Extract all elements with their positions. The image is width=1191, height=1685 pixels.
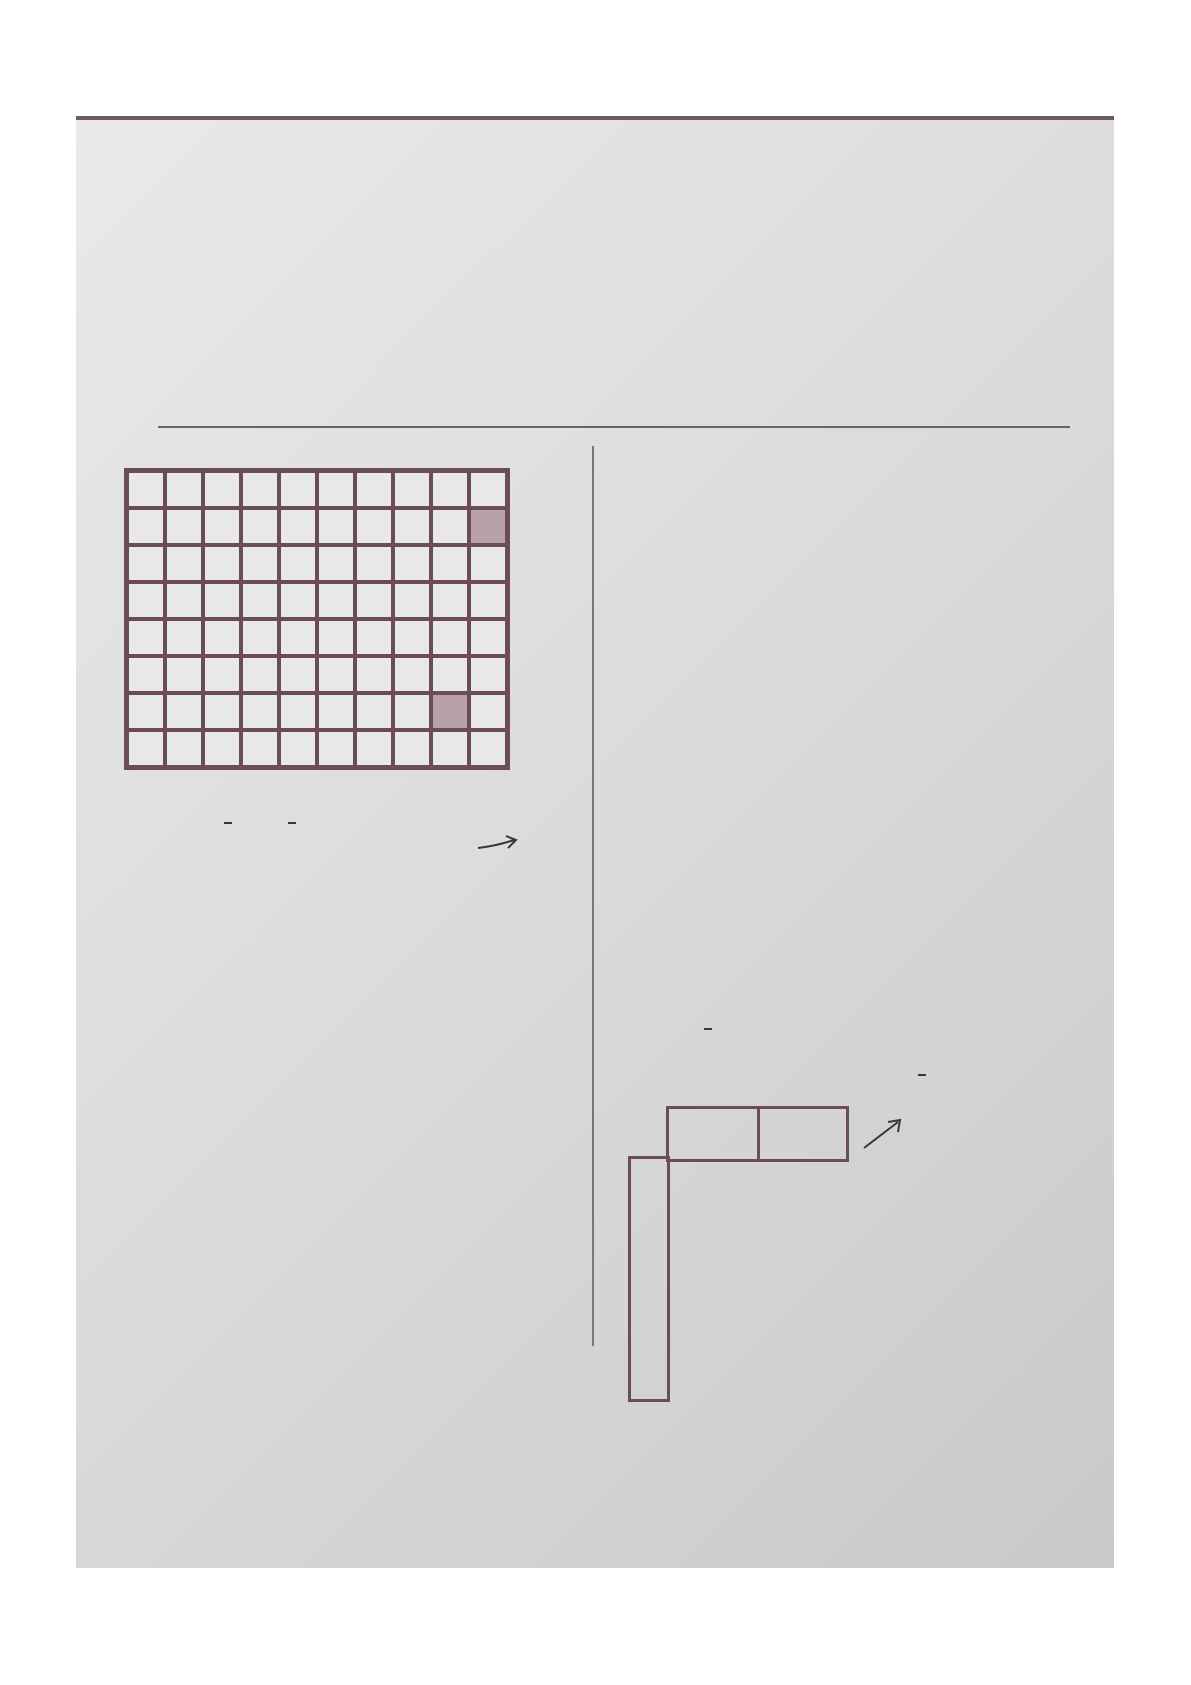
grid-cell [317,656,355,693]
grid-cell [165,582,203,619]
grid-cell [355,582,393,619]
grid-cell [127,508,165,545]
grid-cell [165,619,203,656]
formula-fraction [704,1028,712,1030]
grid-cell [355,471,393,508]
grid-cell [431,730,469,767]
grid-cell [317,693,355,730]
grid-cell [203,656,241,693]
grid-cell [241,471,279,508]
tic-r [224,822,232,824]
grid-cell [393,545,431,582]
grid-cell [127,545,165,582]
grid-cell [469,693,507,730]
grid-cell [279,582,317,619]
example-numerator [918,1074,926,1076]
grid-cell [203,619,241,656]
data-grid [124,468,510,770]
grid-cell [355,508,393,545]
grid-cell [469,730,507,767]
grid-cell [279,619,317,656]
notebook-page [76,116,1114,1568]
grid-cell [393,730,431,767]
grid-cell [127,582,165,619]
header-divider [158,426,1070,428]
grid-cell [431,582,469,619]
grid-cell [165,693,203,730]
grid-cell [203,730,241,767]
example-fraction [918,1074,926,1076]
arrow-icon [860,1116,906,1152]
grid-cell [393,656,431,693]
grid-cell [317,730,355,767]
grid-cell [469,582,507,619]
grid-cell [279,471,317,508]
grid-cell [241,545,279,582]
category-label-box [628,1156,670,1402]
grid-cell [279,730,317,767]
grid-cell [279,656,317,693]
grid-cell [203,471,241,508]
tic-fraction-54-7 [288,822,296,824]
grid-cell [469,545,507,582]
grid-cell [393,693,431,730]
grid-cell [355,730,393,767]
grid-cell [203,545,241,582]
grid-cell [317,508,355,545]
grid-cell [279,545,317,582]
grid-cell [431,693,469,730]
grid-cell [241,693,279,730]
grid-cell [165,656,203,693]
grid-cell [127,619,165,656]
grid-cell [469,508,507,545]
tic-54 [288,822,296,824]
grid-cell [165,508,203,545]
grid-cell [241,582,279,619]
grid-cell [127,471,165,508]
grid-cell [127,656,165,693]
grid-cell [241,730,279,767]
grid-cell [431,471,469,508]
grid-cell [203,508,241,545]
grid-cell [317,471,355,508]
tic-fraction-rk [224,822,232,824]
grid-cell [355,619,393,656]
grid-cell [165,471,203,508]
grid-cell [127,730,165,767]
grid-cell [469,619,507,656]
grid-cell [241,619,279,656]
column-divider [592,446,594,1346]
formula-numerator [704,1028,712,1030]
grid-cell [165,545,203,582]
grid-cell [431,619,469,656]
grid-cell [279,693,317,730]
grid-cell [393,582,431,619]
grid-cell [127,693,165,730]
class-table [666,1106,849,1162]
grid-cell [165,730,203,767]
grid-cell [355,693,393,730]
grid-cell [355,545,393,582]
grid-cell [203,693,241,730]
grid-cell [279,508,317,545]
arrow-icon [476,832,520,858]
grid-cell [317,619,355,656]
grid-cell [393,619,431,656]
grid-cell [393,471,431,508]
grid-cell [355,656,393,693]
grid-cell [203,582,241,619]
grid-cell [431,545,469,582]
grid-cell [469,656,507,693]
grid-cell [431,508,469,545]
grid-cell [241,508,279,545]
grid-cell [393,508,431,545]
grid-cell [317,582,355,619]
grid-cell [317,545,355,582]
header-i [668,1108,759,1161]
grid-cell [469,471,507,508]
grid-cell [431,656,469,693]
header-xi [759,1108,848,1161]
grid-cell [241,656,279,693]
